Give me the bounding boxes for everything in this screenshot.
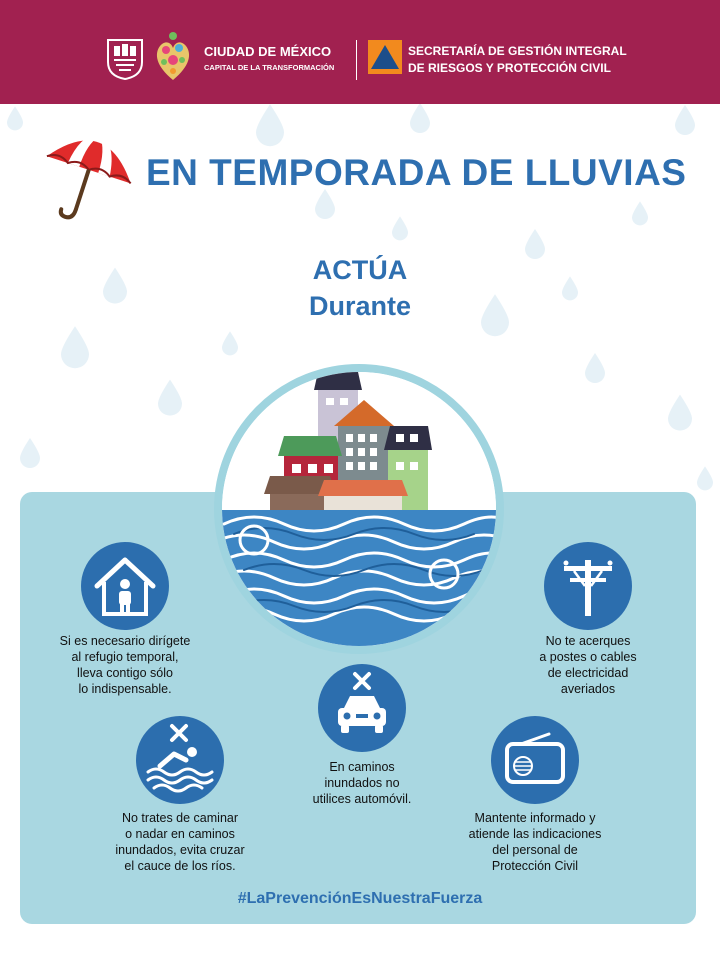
heart-emblem-logo <box>152 30 194 84</box>
tip-line: Mantente informado y <box>474 811 596 825</box>
org-name: CIUDAD DE MÉXICO <box>204 44 332 59</box>
tip-shelter-caption <box>40 633 210 697</box>
tip-line: a postes o cables <box>539 650 637 664</box>
umbrella-icon <box>40 126 136 228</box>
raindrop-shape <box>158 380 182 416</box>
page-title: EN TEMPORADA DE LLUVIAS <box>146 152 687 193</box>
raindrop-shape <box>7 106 23 130</box>
tip-line: atiende las indicaciones <box>468 827 602 841</box>
tip-line: de electricidad <box>547 666 629 680</box>
org-slogan: CAPITAL DE LA TRANSFORMACIÓN <box>204 63 335 72</box>
subtitle-durante: Durante <box>308 291 411 321</box>
agency-name-line2: DE RIESGOS Y PROTECCIÓN CIVIL <box>408 61 611 75</box>
raindrop-shape <box>20 438 40 468</box>
tip-swim-caption <box>88 810 272 874</box>
flooded-city-illustration <box>214 364 504 654</box>
raindrop-shape <box>61 326 89 368</box>
raindrop-shape <box>256 104 284 146</box>
raindrop-shape <box>675 105 695 135</box>
tip-line: utilices automóvil. <box>312 792 412 806</box>
radio-icon <box>491 716 579 804</box>
tip-line: del personal de <box>492 843 578 857</box>
tip-line: Si es necesario dirígete <box>59 634 191 648</box>
tip-line: el cauce de los ríos. <box>124 859 236 873</box>
tip-line: o nadar en caminos <box>125 827 235 841</box>
cdmx-shield-logo <box>106 38 144 80</box>
raindrop-shape <box>392 216 408 240</box>
tip-line: inundados, evita cruzar <box>115 843 245 857</box>
tip-line: averiados <box>560 682 616 696</box>
tip-line: lo indispensable. <box>78 682 172 696</box>
header-bar <box>0 0 720 104</box>
subtitle-actua: ACTÚA <box>312 255 408 285</box>
tip-line: Protección Civil <box>491 859 579 873</box>
raindrop-shape <box>222 331 238 355</box>
header-divider <box>356 40 357 80</box>
tip-radio-caption <box>450 810 620 874</box>
raindrop-shape <box>632 201 648 225</box>
tip-line: al refugio temporal, <box>71 650 179 664</box>
tip-line: En caminos <box>329 760 395 774</box>
raindrop-shape <box>668 395 692 431</box>
raindrop-shape <box>410 104 430 133</box>
tip-line: inundados no <box>324 776 400 790</box>
raindrop-shape <box>697 466 713 490</box>
shelter-person-icon <box>81 542 169 630</box>
agency-name-line1: SECRETARÍA DE GESTIÓN INTEGRAL <box>408 44 627 58</box>
campaign-hashtag: #LaPrevenciónEsNuestraFuerza <box>237 890 483 907</box>
no-swimming-icon <box>136 716 224 804</box>
civil-protection-logo <box>368 40 402 74</box>
tip-line: No trates de caminar <box>121 811 239 825</box>
no-car-icon <box>318 664 406 752</box>
tip-pole-caption <box>508 633 668 697</box>
raindrop-shape <box>585 353 605 383</box>
tip-line: No te acerques <box>545 634 631 648</box>
tip-line: lleva contigo sólo <box>77 666 173 680</box>
utility-pole-icon <box>544 542 632 630</box>
tip-car-caption <box>282 759 442 807</box>
